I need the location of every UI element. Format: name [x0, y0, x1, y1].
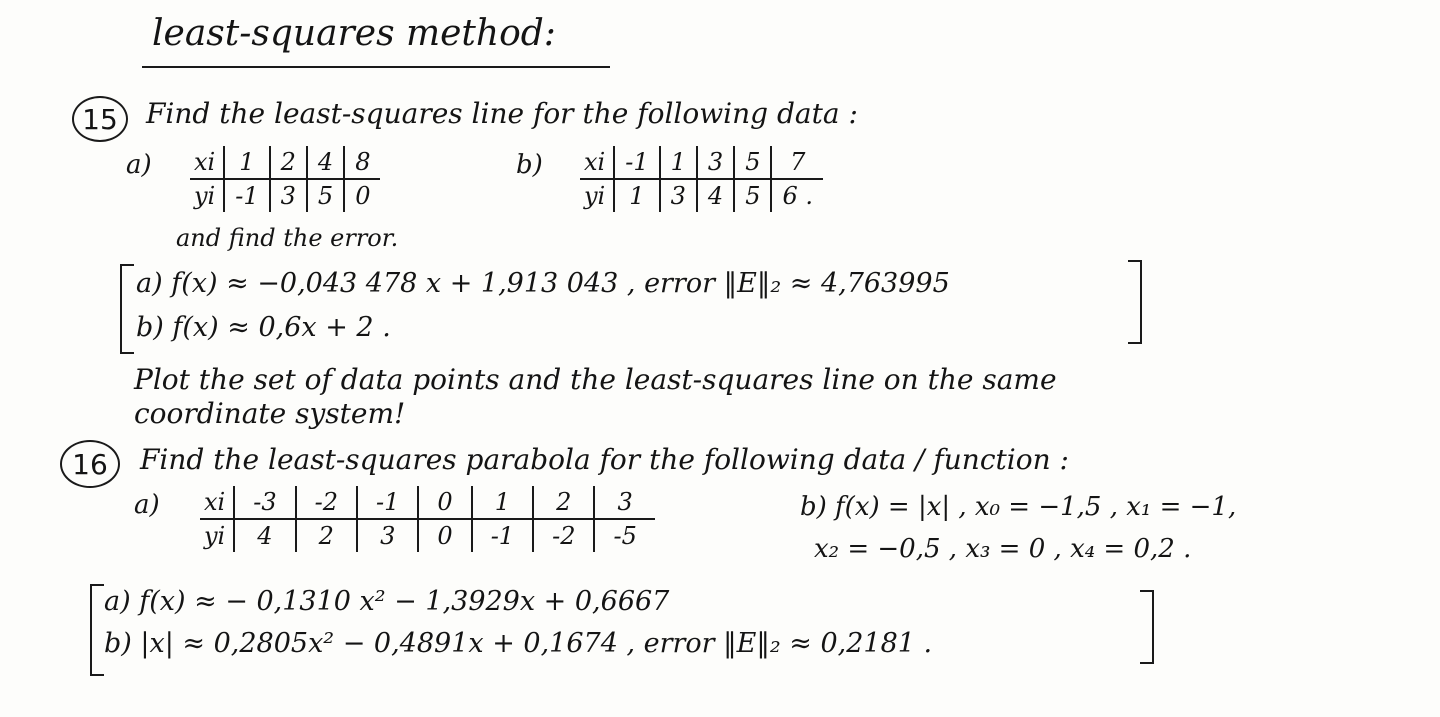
problem-15-number: 15	[72, 96, 128, 142]
problem-15-part-b-label: b)	[516, 150, 543, 180]
answer-15-a: a) f(x) ≈ −0,043 478 x + 1,913 043 , error ‖E‖₂ ≈ 4,763995	[136, 268, 950, 299]
table-row	[200, 486, 655, 519]
table-cell: -3	[234, 486, 295, 519]
row-x-label: xi	[580, 146, 614, 179]
problem-16-number: 16	[60, 440, 120, 488]
problem-16-part-b-line-1: b) f(x) = |x| , x₀ = −1,5 , x₁ = −1,	[800, 492, 1237, 522]
table-cell: 2	[270, 146, 307, 179]
table-cell: 3	[270, 179, 307, 212]
table-cell: 1	[660, 146, 697, 179]
table-cell: -1	[357, 486, 418, 519]
problem-16-table-a	[200, 486, 655, 552]
problem-15-prompt: Find the least-squares line for the following data :	[146, 97, 858, 130]
table-cell: -1	[224, 179, 269, 212]
table-row	[190, 146, 380, 179]
answer-16-right-bracket	[1140, 590, 1154, 664]
problem-15-table-b	[580, 146, 823, 212]
table-cell: 3	[697, 146, 734, 179]
row-x-label: xi	[200, 486, 234, 519]
problem-15-plot-instruction-line-1: Plot the set of data points and the least-squares line on the same	[134, 363, 1057, 396]
table-cell: 2	[296, 519, 357, 552]
answer-15-right-bracket	[1128, 260, 1142, 344]
problem-16-prompt: Find the least-squares parabola for the following data / function :	[140, 443, 1069, 476]
problem-15-part-a-label: a)	[126, 150, 152, 180]
table-cell: 3	[594, 486, 654, 519]
table-row	[200, 519, 655, 552]
answer-16-a: a) f(x) ≈ − 0,1310 x² − 1,3929x + 0,6667	[104, 586, 670, 617]
problem-15-table-a	[190, 146, 380, 212]
table-cell: -2	[533, 519, 594, 552]
row-x-label: xi	[190, 146, 224, 179]
table-cell: 4	[234, 519, 295, 552]
answer-15-b: b) f(x) ≈ 0,6x + 2 .	[136, 312, 391, 343]
problem-15-plot-instruction-line-2: coordinate system!	[134, 397, 406, 430]
table-cell: -5	[594, 519, 654, 552]
row-y-label: yi	[194, 182, 216, 210]
title-underline	[142, 66, 610, 68]
table-cell: 5	[307, 179, 344, 212]
problem-16-part-b-line-2: x₂ = −0,5 , x₃ = 0 , x₄ = 0,2 .	[814, 534, 1192, 564]
table-cell: 0	[418, 519, 471, 552]
table-cell: 5	[734, 179, 771, 212]
table-cell: 6 .	[771, 179, 823, 212]
answer-16-b: b) |x| ≈ 0,2805x² − 0,4891x + 0,1674 , error ‖E‖₂ ≈ 0,2181 .	[104, 628, 933, 659]
table-row	[580, 179, 823, 212]
table-cell: 4	[307, 146, 344, 179]
table-cell: 4	[697, 179, 734, 212]
table-row	[190, 179, 380, 212]
table-cell: 5	[734, 146, 771, 179]
problem-15-error-note: and find the error.	[176, 224, 399, 252]
table-cell: -1	[472, 519, 533, 552]
row-y-label: yi	[584, 182, 606, 210]
table-cell: 0	[418, 486, 471, 519]
answer-16-left-bracket	[90, 584, 104, 676]
table-cell: 3	[660, 179, 697, 212]
page-title: least-squares method:	[152, 13, 556, 54]
table-cell: 1	[614, 179, 659, 212]
table-cell: -1	[614, 146, 659, 179]
table-cell: 2	[533, 486, 594, 519]
table-cell: 7	[771, 146, 823, 179]
row-y-label: yi	[204, 522, 226, 550]
table-cell: 3	[357, 519, 418, 552]
table-row	[580, 146, 823, 179]
table-cell: 0	[344, 179, 380, 212]
table-cell: -2	[296, 486, 357, 519]
table-cell: 1	[472, 486, 533, 519]
table-cell: 1	[224, 146, 269, 179]
answer-15-left-bracket	[120, 264, 134, 354]
problem-16-part-a-label: a)	[134, 490, 160, 520]
table-cell: 8	[344, 146, 380, 179]
